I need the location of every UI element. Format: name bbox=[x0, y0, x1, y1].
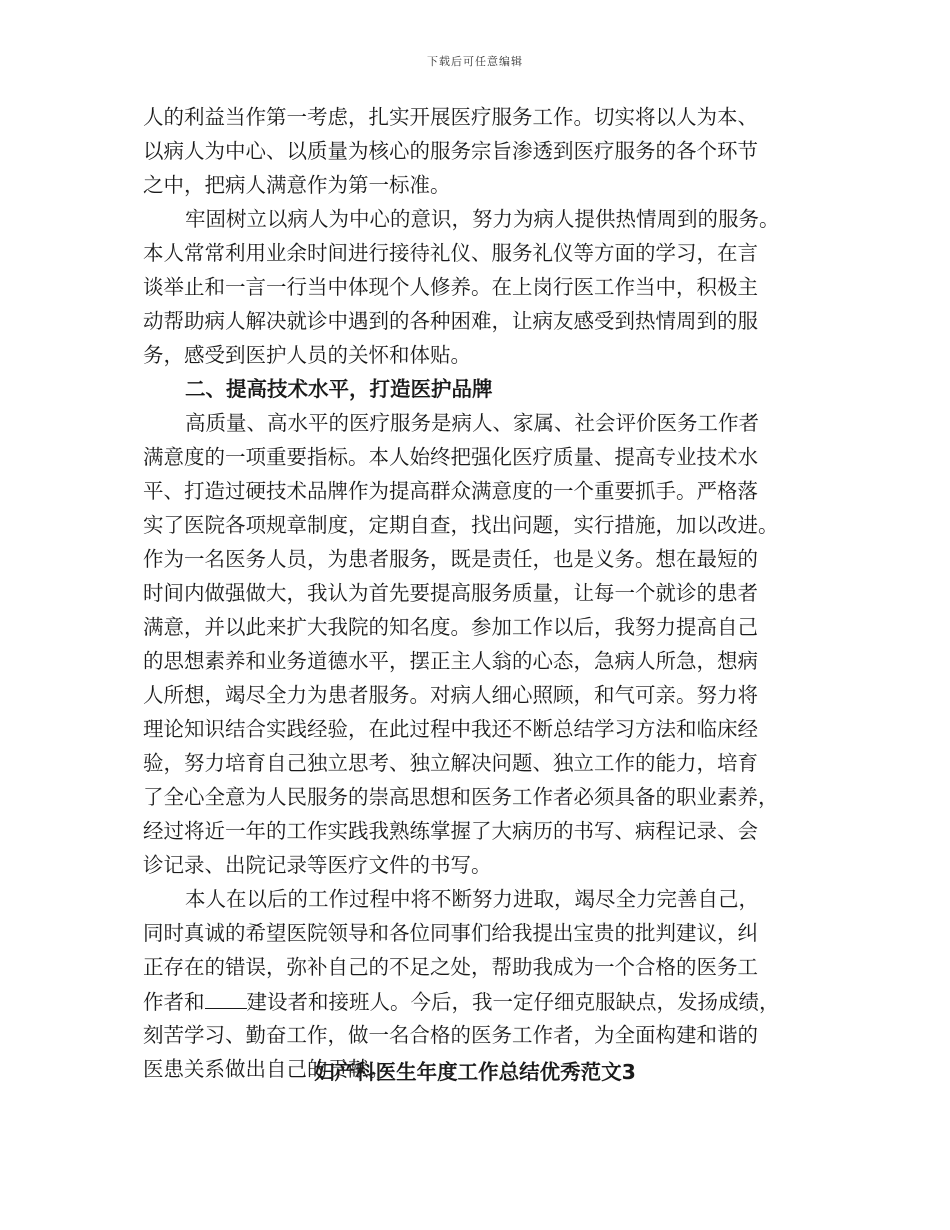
text-line: 的思想素养和业务道德水平，摆正主人翁的心态，急病人所急，想病 bbox=[143, 649, 758, 673]
text-line: 了全心全意为人民服务的崇高思想和医务工作者必须具备的职业素养， bbox=[143, 785, 779, 809]
text-line-with-blank bbox=[143, 984, 813, 1018]
text-line: 牢固树立以病人为中心的意识，努力为病人提供热情周到的服务。 bbox=[185, 207, 780, 231]
section-heading: 二、提高技术水平，打造医护品牌 bbox=[185, 377, 493, 401]
text-line: 医患关系做出自己的贡献。 bbox=[143, 1057, 389, 1081]
text-line: 诊记录、出院记录等医疗文件的书写。 bbox=[143, 853, 492, 877]
text-line: 本人在以后的工作过程中将不断努力进取，竭尽全力完善自己， bbox=[185, 887, 759, 911]
text-line: 时间内做强做大，我认为首先要提高服务质量，让每一个就诊的患者 bbox=[143, 581, 758, 605]
text-line: 刻苦学习、勤奋工作，做一名合格的医务工作者，为全面构建和谐的 bbox=[143, 1023, 758, 1047]
fill-in-blank bbox=[205, 984, 247, 1009]
text-line: 经过将近一年的工作实践我熟练掌握了大病历的书写、病程记录、会 bbox=[143, 819, 758, 843]
text-line: 平、打造过硬技术品牌作为提高群众满意度的一个重要抓手。严格落 bbox=[143, 479, 758, 503]
page-header: 下载后可任意编辑 bbox=[427, 55, 523, 68]
text-line: 人的利益当作第一考虑，扎实开展医疗服务工作。切实将以人为本、 bbox=[143, 105, 758, 129]
text-line: 以病人为中心、以质量为核心的服务宗旨渗透到医疗服务的各个环节 bbox=[143, 139, 758, 163]
text-line: 本人常常利用业余时间进行接待礼仪、服务礼仪等方面的学习，在言 bbox=[143, 241, 758, 265]
text-segment: 作者和 bbox=[143, 990, 205, 1014]
text-line: 人所想，竭尽全力为患者服务。对病人细心照顾，和气可亲。努力将 bbox=[143, 683, 758, 707]
document-body bbox=[143, 100, 813, 1086]
text-line: 务，感受到医护人员的关怀和体贴。 bbox=[143, 343, 471, 367]
next-article-title: 妇产科医生年度工作总结优秀范文3 bbox=[314, 1060, 636, 1084]
text-line: 动帮助病人解决就诊中遇到的各种困难，让病友感受到热情周到的服 bbox=[143, 309, 758, 333]
text-line: 满意，并以此来扩大我院的知名度。参加工作以后，我努力提高自己 bbox=[143, 615, 758, 639]
text-line: 满意度的一项重要指标。本人始终把强化医疗质量、提高专业技术水 bbox=[143, 445, 758, 469]
text-line: 作为一名医务人员，为患者服务，既是责任，也是义务。想在最短的 bbox=[143, 547, 758, 571]
text-line: 实了医院各项规章制度，定期自查，找出问题，实行措施，加以改进。 bbox=[143, 513, 779, 537]
text-line: 验，努力培育自己独立思考、独立解决问题、独立工作的能力，培育 bbox=[143, 751, 758, 775]
text-segment: 建设者和接班人。今后，我一定仔细克服缺点，发扬成绩， bbox=[246, 990, 780, 1014]
text-line: 高质量、高水平的医疗服务是病人、家属、社会评价医务工作者 bbox=[185, 411, 759, 435]
text-line: 正存在的错误，弥补自己的不足之处，帮助我成为一个合格的医务工 bbox=[143, 955, 758, 979]
text-line: 谈举止和一言一行当中体现个人修养。在上岗行医工作当中，积极主 bbox=[143, 275, 758, 299]
text-line: 之中，把病人满意作为第一标准。 bbox=[143, 173, 451, 197]
text-line: 理论知识结合实践经验，在此过程中我还不断总结学习方法和临床经 bbox=[143, 717, 758, 741]
text-line: 同时真诚的希望医院领导和各位同事们给我提出宝贵的批判建议，纠 bbox=[143, 921, 758, 945]
